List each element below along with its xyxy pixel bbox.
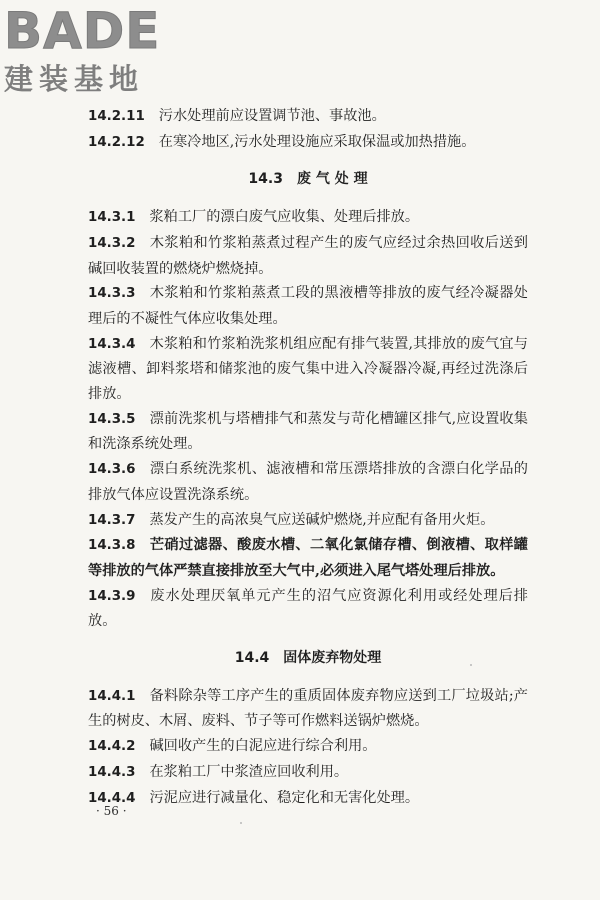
clause-text: 木浆粕和竹浆粕蒸煮过程产生的废气应经过余热回收后送到碱回收装置的燃烧炉燃烧掉。 xyxy=(88,234,528,277)
clause-number: 14.3.1 xyxy=(88,210,136,226)
clause-text: 污水处理前应设置调节池、事故池。 xyxy=(158,108,386,124)
clause-text: 备料除杂等工序产生的重质固体废弃物应送到工厂垃圾站;产生的树皮、木屑、废料、节子等可作燃料送锅炉燃烧。 xyxy=(88,687,528,730)
scan-speck xyxy=(470,664,472,666)
clause-paragraph xyxy=(88,760,528,786)
clause-text: 芒硝过滤器、酸废水槽、二氧化氯储存槽、倒液槽、取样罐等排放的气体严禁直接排放至大气中,必须进入尾气塔处理后排放。 xyxy=(88,537,528,579)
clause-number: 14.4.3 xyxy=(88,764,136,780)
clause-paragraph xyxy=(88,734,528,760)
clause-number: 14.3.3 xyxy=(88,286,136,302)
clause-text: 木浆粕和竹浆粕蒸煮工段的黑液槽等排放的废气经冷凝器处理后的不凝性气体应收集处理。 xyxy=(88,285,528,327)
clause-text: 漂白系统洗浆机、滤液槽和常压漂塔排放的含漂白化学品的排放气体应设置洗涤系统。 xyxy=(88,461,528,503)
clause-paragraph xyxy=(88,508,528,534)
clause-number: 14.4.2 xyxy=(88,739,136,755)
clause-paragraph xyxy=(88,786,528,812)
section-heading xyxy=(88,646,528,671)
clause-paragraph xyxy=(88,584,528,634)
clause-text: 在浆粕工厂中浆渣应回收利用。 xyxy=(149,763,349,780)
clause-number: 14.2.11 xyxy=(88,109,145,124)
clause-number: 14.3.8 xyxy=(88,538,136,554)
clause-text: 蒸发产生的高浓臭气应送碱炉燃烧,并应配有备用火炬。 xyxy=(149,511,495,528)
clause-text: 浆粕工厂的漂白废气应收集、处理后排放。 xyxy=(149,209,420,226)
clause-paragraph xyxy=(88,332,528,407)
clause-paragraph xyxy=(88,104,528,130)
page-number: · 56 · xyxy=(96,804,127,818)
clause-text: 碱回收产生的白泥应进行综合利用。 xyxy=(149,738,377,755)
clause-text: 木浆粕和竹浆粕洗浆机组应配有排气装置,其排放的废气宜与滤液槽、卸料浆塔和储浆池的废气集中进入冷凝器冷凝,再经过洗涤后排放。 xyxy=(88,335,528,403)
clause-number: 14.3.2 xyxy=(88,235,136,251)
section-heading xyxy=(88,167,528,192)
logo-text-cn: 建装基地 xyxy=(4,62,145,96)
clause-paragraph xyxy=(88,407,528,457)
clause-number: 14.3.9 xyxy=(88,588,136,604)
clause-paragraph xyxy=(88,684,528,734)
clause-number: 14.3.5 xyxy=(88,411,136,427)
logo-text-en: BADE xyxy=(4,2,161,60)
document-body xyxy=(88,104,528,811)
clause-paragraph xyxy=(88,533,528,583)
clause-number: 14.3.7 xyxy=(88,512,136,528)
section-title: 固体废弃物处理 xyxy=(283,650,382,667)
section-title: 废 气 处 理 xyxy=(296,171,368,188)
clause-number: 14.4.4 xyxy=(88,790,136,806)
clause-number: 14.4.1 xyxy=(88,688,136,704)
clause-paragraph xyxy=(88,231,528,281)
section-number: 14.4 xyxy=(234,650,270,667)
scan-speck xyxy=(240,822,242,824)
clause-number: 14.2.12 xyxy=(88,134,145,150)
clause-paragraph xyxy=(88,130,528,156)
clause-text: 污泥应进行减量化、稳定化和无害化处理。 xyxy=(149,789,420,806)
clause-paragraph xyxy=(88,457,528,507)
site-logo xyxy=(4,2,184,102)
clause-number: 14.3.4 xyxy=(88,336,136,352)
clause-text: 在寒冷地区,污水处理设施应采取保温或加热措施。 xyxy=(158,133,476,150)
clause-paragraph xyxy=(88,205,528,231)
section-number: 14.3 xyxy=(248,171,283,188)
clause-text: 漂前洗浆机与塔槽排气和蒸发与苛化槽罐区排气,应设置收集和洗涤系统处理。 xyxy=(88,410,528,453)
clause-number: 14.3.6 xyxy=(88,462,136,478)
clause-text: 废水处理厌氧单元产生的沼气应资源化利用或经处理后排放。 xyxy=(88,587,528,630)
clause-paragraph xyxy=(88,281,528,331)
